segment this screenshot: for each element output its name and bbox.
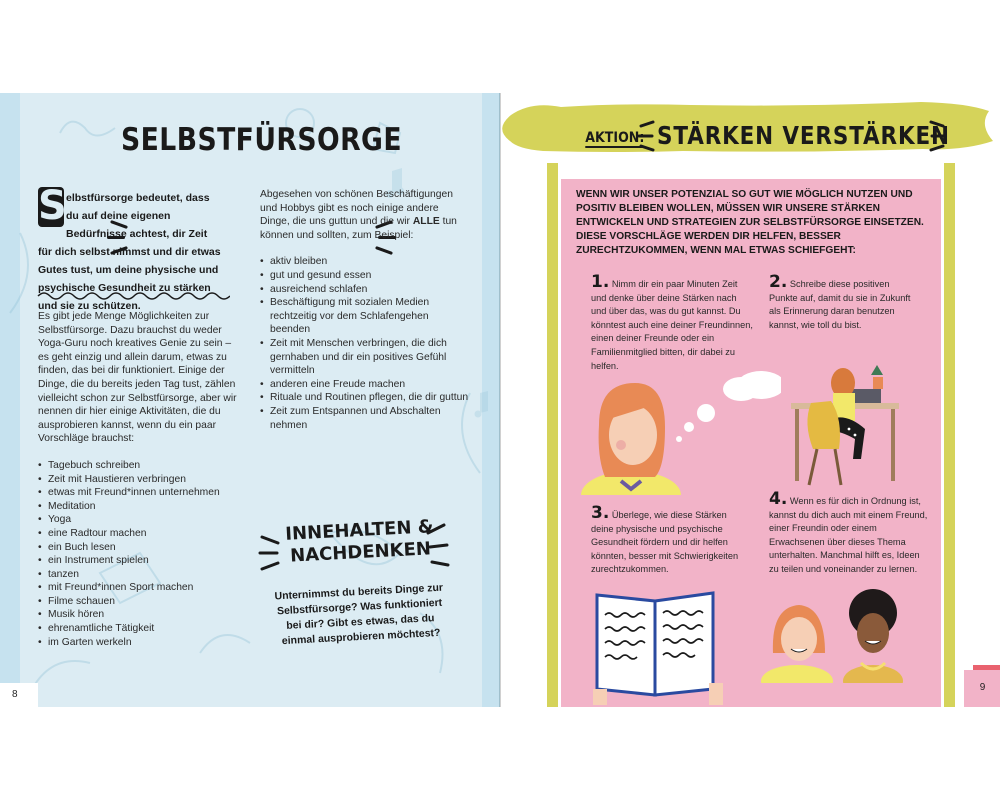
wavy-divider <box>36 291 230 301</box>
reflect-heading <box>279 516 441 568</box>
banner-pole-left <box>547 163 558 707</box>
list-item: • ein Instrument spielen <box>38 554 238 568</box>
list-item: • Zeit mit Menschen verbringen, die dich gernhaben und dir ein positives Gefühl vermitteln <box>260 337 470 378</box>
list-item: • tanzen <box>38 568 238 582</box>
step-text: Nimm dir ein paar Minuten Zeit und denke über deine Stärken nach und über das, was du gut kannst. Du könntest auch eine deiner Freundinnen, einen deiner Freunde oder ein Familienmitglied bitten, dir dabei zu helfen. <box>591 279 753 371</box>
right-column <box>260 188 470 432</box>
desk-girl-illustration <box>791 363 911 493</box>
step-text: Wenn es für dich in Ordnung ist, kannst du dich auch mit einem Freund, einer Freundin oder einem Erwachsenen über dieses Thema unterhalten. Manchmal hilft es, Ideen zu teilen und voneinander zu lernen. <box>769 496 928 574</box>
list-item: • aktiv bleiben <box>260 255 470 269</box>
list-item: • Musik hören <box>38 608 238 622</box>
step-number: 4. <box>769 489 788 509</box>
list-item: • Rituale und Routinen pflegen, die dir guttun <box>260 391 470 405</box>
page-number-right: 9 <box>964 670 1000 707</box>
step-number: 2. <box>769 272 788 292</box>
paragraph-part: Abgesehen von schönen Beschäftigungen und Hobbys gibt es noch einige andere Dinge, die uns guttun und die wir <box>260 189 453 228</box>
reflect-heading-line: INNEHALTEN & <box>284 516 434 545</box>
list-item: • im Garten werkeln <box>38 636 238 650</box>
list-item: • gut und gesund essen <box>260 269 470 283</box>
step-1 <box>591 272 753 373</box>
page-title-text: SELBSTFÜRSORGE <box>121 122 403 158</box>
paragraph: Es gibt jede Menge Möglichkeiten zur Selbstfürsorge. Dazu brauchst du weder Yoga-Guru noch kreatives Genie zu sein – es geht einzig und allein darum, etwas zu finden, das bei dir funktioniert. Einige der Dinge, die du bereits jeden Tag tust, zählen vielleicht schon zur Selbstfürsorge, aber wir nennen dir hier einige Aktivitäten, die du ausprobieren kannst, wenn du ein paar Vorschläge brauchst: <box>38 311 237 445</box>
list-item: • ehrenamtliche Tätigkeit <box>38 622 238 636</box>
paragraph-part: tun können und sollten, zum Beispiel: <box>260 216 457 241</box>
page-number-left: 8 <box>0 683 38 707</box>
list-item: • mit Freund*innen Sport machen <box>38 581 238 595</box>
list-item: • Yoga <box>38 513 238 527</box>
paragraph <box>260 188 470 242</box>
thinking-girl-illustration <box>581 365 781 495</box>
list-item: • Tagebuch schreiben <box>38 459 238 473</box>
banner-title: STÄRKEN VERSTÄRKEN <box>657 121 950 150</box>
step-text: Schreibe diese positiven Punkte auf, damit du sie in Zukunft als Erinnerung daran benutzen kannst, wie toll du bist. <box>769 279 911 330</box>
step-3 <box>591 503 749 577</box>
step-number: 3. <box>591 503 610 523</box>
list-item: • Zeit mit Haustieren verbringen <box>38 473 238 487</box>
step-number: 1. <box>591 272 610 292</box>
step-2 <box>769 272 919 332</box>
list-item: • ausreichend schlafen <box>260 283 470 297</box>
reflect-heading-line: NACHDENKEN <box>289 538 432 567</box>
habit-list <box>260 255 470 432</box>
reflect-question: Unternimmst du bereits Dinge zur Selbstfürsorge? Was funktioniert bei dir? Gibt es etwas, das du einmal ausprobieren möchtest? <box>274 581 444 648</box>
intro-text: elbstfürsorge bedeutet, dass du auf deine eigenen Bedürfnisse achtest, dir Zeit für dich selbst nimmst und dir etwas Gutes tust, um deine physische und psychische Gesundheit zu stärken und sie zu schützen. <box>38 192 221 312</box>
banner-label: AKTION: <box>585 130 645 146</box>
list-item: • anderen eine Freude machen <box>260 378 470 392</box>
list-item: • Meditation <box>38 500 238 514</box>
page-title <box>100 122 403 158</box>
right-page <box>500 93 1000 707</box>
drop-cap: S <box>38 183 67 229</box>
friends-illustration <box>761 583 911 683</box>
list-item: • Filme schauen <box>38 595 238 609</box>
lead-paragraph: WENN WIR UNSER POTENZIAL SO GUT WIE MÖGLICH NUTZEN UND POSITIV BLEIBEN WOLLEN, MÜSSEN WIR UNSERE STÄRKEN ENTWICKELN UND STRATEGIEN ZUR SELBSTFÜRSORGE EINSETZEN. DIESE VORSCHLÄGE WERDEN DIR HELFEN, BESSER ZURECHTZUKOMMEN, WENN MAL ETWAS SCHIEFGEHT: <box>576 189 924 256</box>
notebook-illustration <box>593 585 723 705</box>
list-item: • etwas mit Freund*innen unternehmen <box>38 486 238 500</box>
step-text: Überlege, wie diese Stärken deine physische und psychische Gesundheit fördern und dir helfen könnten, besser mit Schwierigkeiten zurechtzukommen. <box>591 510 739 575</box>
emphasis: ALLE <box>412 216 440 228</box>
banner-pole-right <box>944 163 955 707</box>
list-item: • ein Buch lesen <box>38 541 238 555</box>
step-4 <box>769 489 929 577</box>
list-item: • eine Radtour machen <box>38 527 238 541</box>
list-item: • Beschäftigung mit sozialen Medien rechtzeitig vor dem Schlafengehen beenden <box>260 296 470 337</box>
list-item: • Zeit zum Entspannen und Abschalten nehmen <box>260 405 470 432</box>
